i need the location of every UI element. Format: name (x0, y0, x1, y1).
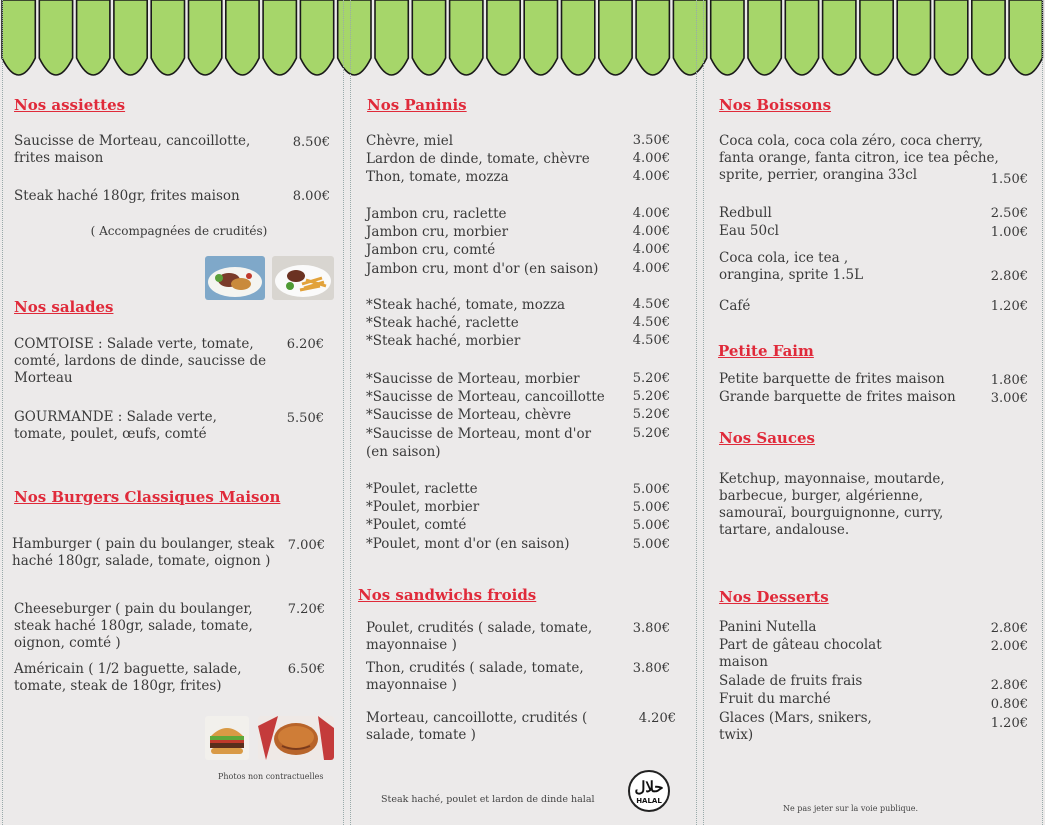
panini-price: 5.00€ (632, 518, 670, 534)
burger-price-2: 7.20€ (287, 602, 325, 617)
panini-price: 5.00€ (632, 500, 670, 516)
panini-item: Chèvre, miel (366, 133, 454, 149)
panini-item: *Steak haché, morbier (366, 333, 521, 350)
panini-group-5-names (366, 481, 636, 554)
panini-price: 4.50€ (632, 333, 670, 349)
panini-price: 4.00€ (632, 242, 670, 258)
plate-photo-1 (205, 256, 265, 300)
panini-group-2-names (366, 206, 636, 279)
dessert-price-3: 2.80€ (990, 678, 1028, 693)
panini-item: *Saucisse de Morteau, cancoillotte (366, 389, 605, 406)
assiette-price-1: 8.50€ (292, 135, 330, 150)
panini-item: Jambon cru, raclette (366, 206, 507, 222)
sandwich-price-1: 3.80€ (632, 621, 670, 636)
burgers-title: Nos Burgers Classiques Maison (14, 488, 281, 506)
boisson-item-4: Coca cola, ice tea , orangina, sprite 1.5L (719, 250, 864, 283)
petite-faim-item-1: Petite barquette de frites maison (719, 371, 945, 387)
burger-item-2: Cheeseburger ( pain du boulanger, steak haché 180gr, salade, tomate, oignon, comté ) (14, 601, 253, 651)
panini-price: 4.00€ (632, 169, 670, 185)
panini-item: (en saison) (366, 443, 441, 460)
petite-faim-price-1: 1.80€ (990, 373, 1028, 388)
halal-label: HALAL (636, 797, 662, 805)
panini-price: 4.00€ (632, 260, 670, 276)
panini-item: *Steak haché, tomate, mozza (366, 297, 566, 313)
desserts-title: Nos Desserts (719, 588, 829, 606)
panini-price: 5.20€ (632, 389, 670, 405)
panini-item: *Poulet, raclette (366, 481, 478, 497)
boisson-item-1: Coca cola, coca cola zéro, coca cherry, fanta orange, fanta citron, ice tea pêche, sprite, perrier, orangina 33cl (719, 133, 999, 183)
boisson-price-1: 1.50€ (990, 172, 1028, 187)
sandwich-price-3: 4.20€ (638, 711, 676, 726)
halal-note: Steak haché, poulet et lardon de dinde halal (381, 794, 595, 805)
burger-item-1: Hamburger ( pain du boulanger, steak haché 180gr, salade, tomate, oignon ) (12, 536, 275, 569)
dessert-item-5: Glaces (Mars, snikers, twix) (719, 710, 872, 743)
dessert-item-4: Fruit du marché (719, 691, 831, 707)
salades-title: Nos salades (14, 298, 114, 316)
panini-group-4-prices (622, 371, 670, 444)
petite-faim-title: Petite Faim (718, 342, 814, 360)
dessert-item-1: Panini Nutella (719, 619, 817, 635)
boissons-title: Nos Boissons (719, 96, 832, 114)
salade-price-2: 5.50€ (286, 411, 324, 426)
panini-price: 5.20€ (632, 425, 670, 441)
sauces-list: Ketchup, mayonnaise, moutarde, barbecue, burger, algérienne, samouraï, bourguignonne, curry, tartare, andalouse. (719, 471, 945, 538)
burger-price-1: 7.00€ (287, 538, 325, 553)
petite-faim-price-2: 3.00€ (990, 391, 1028, 406)
panini-price: 4.00€ (632, 224, 670, 240)
sandwich-item-3: Morteau, cancoillotte, crudités ( salade, tomate ) (366, 710, 588, 743)
sandwich-item-2: Thon, crudités ( salade, tomate, mayonnaise ) (366, 660, 584, 693)
sandwichs-title: Nos sandwichs froids (358, 586, 537, 604)
assiette-price-2: 8.00€ (292, 189, 330, 204)
panini-price: 4.00€ (632, 206, 670, 221)
panini-price: 5.20€ (632, 371, 670, 386)
panini-item: Thon, tomate, mozza (366, 169, 509, 186)
burger-price-3: 6.50€ (287, 662, 325, 677)
boisson-item-5: Café (719, 298, 751, 314)
panini-price: 5.00€ (632, 536, 670, 552)
assiettes-title: Nos assiettes (14, 96, 126, 114)
plate-photo-2 (272, 256, 334, 300)
salade-price-1: 6.20€ (286, 337, 324, 352)
paninis-title: Nos Paninis (367, 96, 467, 114)
panini-price: 4.00€ (632, 151, 670, 167)
panini-price: 4.50€ (632, 315, 670, 331)
boisson-price-5: 1.20€ (990, 299, 1028, 314)
panini-item: Jambon cru, morbier (366, 224, 509, 241)
sandwich-item-1: Poulet, crudités ( salade, tomate, mayonnaise ) (366, 620, 593, 653)
panini-item: *Poulet, comté (366, 517, 467, 534)
panini-item: *Saucisse de Morteau, mont d'or (366, 425, 592, 442)
panini-group-5-prices (622, 482, 670, 555)
panini-item: Jambon cru, mont d'or (en saison) (366, 260, 599, 277)
assiette-item-1: Saucisse de Morteau, cancoillotte, frites maison (14, 133, 251, 166)
panini-price: 5.00€ (632, 482, 670, 497)
boisson-item-2: Redbull (719, 205, 772, 221)
panini-item: *Saucisse de Morteau, morbier (366, 371, 580, 387)
panini-group-4-names (366, 371, 636, 462)
sauces-title: Nos Sauces (719, 429, 815, 447)
photos-disclaimer: Photos non contractuelles (218, 772, 324, 781)
panini-item: *Poulet, morbier (366, 499, 480, 516)
panini-item: Jambon cru, comté (366, 242, 496, 259)
panini-group-1-names (366, 133, 636, 188)
panini-group-3-names (366, 297, 636, 352)
assiette-item-2: Steak haché 180gr, frites maison (14, 188, 240, 204)
panini-group-3-prices (622, 297, 670, 352)
dessert-item-3: Salade de fruits frais (719, 673, 863, 689)
halal-arabic-text: حلال (634, 778, 664, 796)
panini-item: *Steak haché, raclette (366, 315, 519, 332)
panini-item: *Saucisse de Morteau, chèvre (366, 407, 572, 424)
halal-badge (628, 770, 670, 812)
assiettes-note: ( Accompagnées de crudités) (90, 224, 268, 238)
sandwich-price-2: 3.80€ (632, 661, 670, 676)
burger-photo-1 (205, 716, 249, 760)
panini-price: 3.50€ (632, 133, 670, 148)
dessert-price-2: 2.00€ (990, 639, 1028, 654)
dessert-item-2: Part de gâteau chocolat maison (719, 637, 882, 670)
footer-note: Ne pas jeter sur la voie publique. (783, 804, 919, 813)
petite-faim-item-2: Grande barquette de frites maison (719, 389, 956, 405)
salade-item-1: COMTOISE : Salade verte, tomate, comté, lardons de dinde, saucisse de Morteau (14, 336, 267, 386)
dessert-price-5: 1.20€ (990, 716, 1028, 731)
panini-item: Lardon de dinde, tomate, chèvre (366, 151, 590, 168)
panini-price: 5.20€ (632, 407, 670, 423)
panini-price: 4.50€ (632, 297, 670, 312)
salade-item-2: GOURMANDE : Salade verte, tomate, poulet, œufs, comté (14, 409, 217, 442)
boisson-item-3: Eau 50cl (719, 223, 779, 239)
panini-group-2-prices (622, 206, 670, 279)
boisson-price-4: 2.80€ (990, 269, 1028, 284)
dessert-price-1: 2.80€ (990, 621, 1028, 636)
boisson-price-2: 2.50€ (990, 206, 1028, 221)
boisson-price-3: 1.00€ (990, 225, 1028, 240)
burger-item-3: Américain ( 1/2 baguette, salade, tomate, steak de 180gr, frites) (14, 661, 242, 694)
burger-photo-2 (258, 716, 334, 760)
panini-group-1-prices (622, 133, 670, 188)
panini-item: *Poulet, mont d'or (en saison) (366, 535, 570, 552)
dessert-price-4: 0.80€ (990, 697, 1028, 712)
